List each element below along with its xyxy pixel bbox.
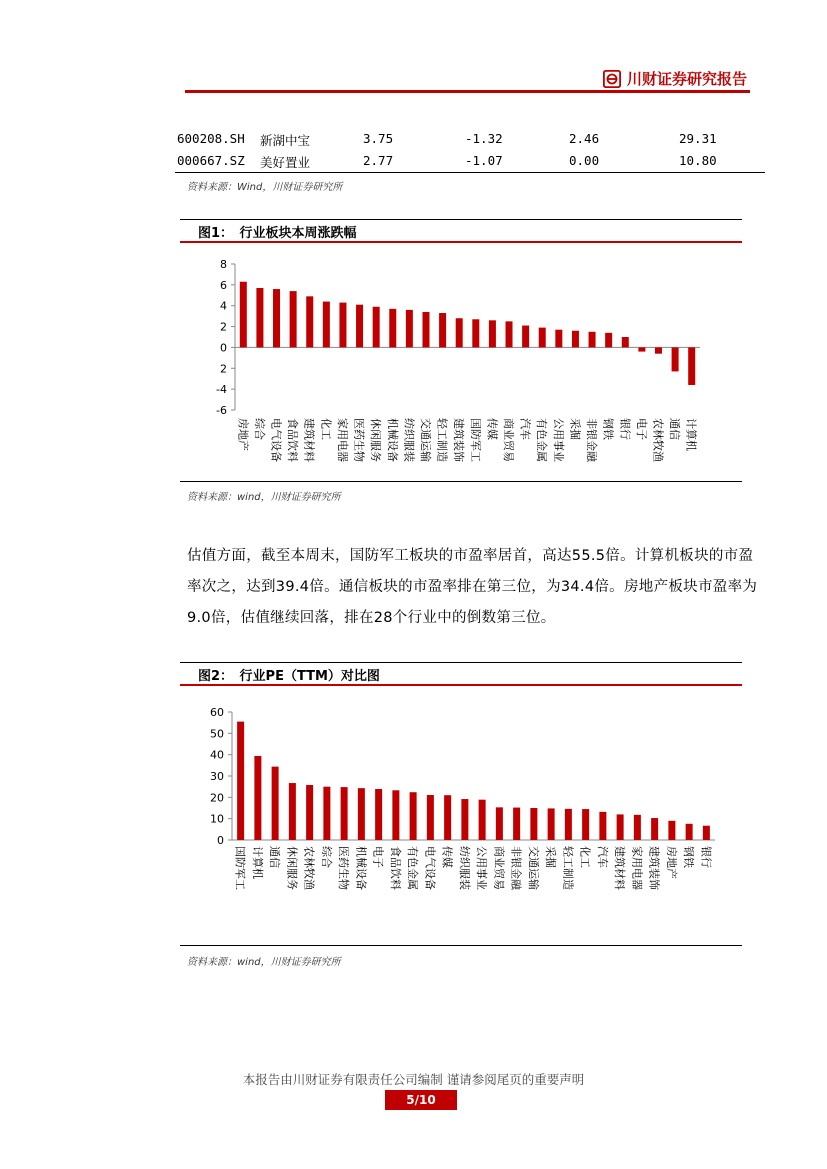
x-tick-label: 银行 — [699, 846, 713, 868]
x-tick-label: 交通运输 — [418, 418, 432, 462]
cell-value: 2.46 — [569, 131, 600, 146]
bar — [456, 318, 463, 347]
bar — [472, 319, 479, 347]
x-tick-label: 汽车 — [595, 846, 609, 868]
y-tick-label: 60 — [210, 706, 224, 719]
body-paragraph: 估值方面，截至本周末，国防军工板块的市盈率居首，高达55.5倍。计算机板块的市盈率次之，达到39.4倍。通信板块的市盈率排在第三位，为34.4倍。房地产板块市盈率为9.0倍，估值继续回落，排在28个行业中的倒数第三位。 — [187, 548, 758, 626]
bar — [599, 812, 606, 840]
x-tick-label: 国防军工 — [233, 846, 247, 890]
x-tick-label: 综合 — [319, 846, 333, 868]
y-tick-label: 10 — [210, 812, 224, 826]
x-tick-label: 建筑装饰 — [452, 418, 466, 462]
bar — [254, 756, 261, 840]
bar — [617, 814, 624, 840]
x-tick-label: 通信 — [268, 846, 282, 868]
x-tick-label: 房地产 — [664, 846, 678, 879]
bar — [392, 790, 399, 840]
x-tick-label: 休闲服务 — [285, 846, 299, 890]
bar — [439, 313, 446, 347]
bar — [289, 783, 296, 840]
cell-value: 10.80 — [679, 153, 717, 168]
table-row — [175, 150, 765, 172]
figure1-title: 图1： 行业板块本周涨跌幅 — [198, 226, 357, 241]
x-tick-label: 机械设备 — [385, 418, 399, 462]
bar — [548, 808, 555, 840]
bar — [555, 330, 562, 348]
bar — [668, 821, 675, 840]
x-tick-label: 非银金融 — [509, 846, 523, 890]
bar — [461, 799, 468, 840]
x-tick-label: 电子 — [371, 846, 385, 868]
x-tick-label: 通信 — [668, 418, 682, 440]
bar — [256, 288, 263, 347]
x-tick-label: 轻工制造 — [561, 846, 575, 890]
figure2-bottom-rule — [180, 945, 742, 946]
cell-value: 2.77 — [363, 153, 394, 168]
bar — [373, 307, 380, 348]
y-tick-label: 50 — [210, 727, 224, 741]
figure1-source: 资料来源：wind，川财证券研究所 — [187, 492, 341, 503]
bar — [306, 785, 313, 840]
figure2-chart — [180, 700, 742, 940]
bar — [237, 722, 244, 840]
bar — [589, 332, 596, 348]
bar — [686, 824, 693, 840]
y-tick-label: 2 — [220, 320, 227, 334]
brand-name: 川财证券研究报告 — [626, 70, 747, 88]
bar — [358, 788, 365, 840]
x-tick-label: 建筑材料 — [613, 846, 627, 890]
figure1-title-rule — [180, 241, 742, 243]
x-tick-label: 化工 — [319, 418, 333, 440]
x-tick-label: 电子 — [634, 418, 648, 440]
y-tick-label: 2 — [220, 362, 227, 376]
y-tick-label: 0 — [217, 834, 224, 847]
bar — [290, 291, 297, 347]
x-tick-label: 机械设备 — [354, 846, 368, 890]
bar — [655, 347, 662, 353]
x-tick-label: 纺织服装 — [457, 846, 471, 890]
x-tick-label: 食品饮料 — [286, 418, 300, 462]
header-rule — [185, 90, 750, 93]
x-tick-label: 计算机 — [684, 418, 698, 451]
x-tick-label: 交通运输 — [526, 846, 540, 890]
x-tick-label: 传媒 — [440, 846, 454, 868]
bar — [444, 795, 451, 840]
bar — [427, 795, 434, 840]
x-tick-label: 医药生物 — [352, 418, 366, 462]
figure2-top-rule — [180, 662, 742, 663]
stock-name: 新湖中宝 — [260, 133, 311, 148]
x-tick-label: 银行 — [618, 418, 632, 440]
y-tick-label: 20 — [210, 791, 224, 805]
bar — [273, 289, 280, 347]
x-tick-label: 纺织服装 — [402, 418, 416, 462]
footer-disclaimer: 本报告由川财证券有限责任公司编制 谨请参阅尾页的重要声明 — [242, 1072, 585, 1087]
x-tick-label: 钢铁 — [682, 846, 696, 868]
x-tick-label: 有色金属 — [535, 418, 549, 462]
bar — [530, 808, 537, 840]
bar — [506, 321, 513, 347]
y-tick-label: 40 — [210, 748, 224, 762]
x-tick-label: 建筑材料 — [302, 418, 316, 462]
x-tick-label: 农林牧渔 — [651, 418, 665, 462]
x-tick-label: 非银金融 — [585, 418, 599, 462]
bar — [565, 809, 572, 840]
bar — [489, 320, 496, 347]
bar — [479, 800, 486, 840]
page-number: 5/10 — [385, 1090, 457, 1110]
y-tick-label: 8 — [220, 258, 227, 271]
x-tick-label: 商业贸易 — [492, 846, 506, 890]
table-row — [175, 128, 765, 150]
brand-header — [603, 68, 747, 89]
bar — [688, 347, 695, 385]
x-tick-label: 食品饮料 — [388, 846, 402, 890]
bar — [651, 818, 658, 840]
bar — [410, 792, 417, 840]
y-tick-label: -6 — [216, 404, 227, 417]
bar — [572, 331, 579, 348]
x-tick-label: 轻工制造 — [435, 418, 449, 462]
chuancai-logo-icon — [603, 70, 621, 88]
x-tick-label: 公用事业 — [551, 418, 565, 462]
x-tick-label: 计算机 — [250, 846, 264, 879]
x-tick-label: 房地产 — [236, 418, 250, 451]
bar — [522, 326, 529, 348]
figure1-top-rule — [180, 219, 742, 220]
bar — [513, 808, 520, 840]
y-tick-label: 30 — [210, 770, 224, 783]
x-tick-label: 农林牧渔 — [302, 846, 316, 890]
bar — [605, 333, 612, 348]
y-tick-label: 0 — [220, 341, 227, 355]
x-tick-label: 国防军工 — [468, 418, 482, 462]
x-tick-label: 化工 — [578, 846, 592, 868]
bar — [422, 312, 429, 347]
bar — [272, 767, 279, 840]
bar — [406, 310, 413, 348]
x-tick-label: 采掘 — [544, 846, 558, 868]
x-tick-label: 公用事业 — [475, 846, 489, 890]
bar — [323, 787, 330, 840]
bar — [672, 347, 679, 371]
bar — [356, 305, 363, 348]
bar — [582, 809, 589, 840]
stock-code: 600208.SH — [177, 131, 245, 146]
x-tick-label: 建筑装饰 — [647, 846, 661, 890]
cell-value: -1.07 — [465, 153, 503, 168]
bar — [306, 296, 313, 347]
x-tick-label: 传媒 — [485, 418, 499, 440]
y-tick-label: 6 — [220, 278, 227, 292]
x-tick-label: 商业贸易 — [502, 418, 516, 462]
cell-value: 0.00 — [569, 153, 600, 168]
figure2-title-rule — [180, 684, 742, 686]
bar — [375, 789, 382, 840]
stock-code: 000667.SZ — [177, 153, 245, 168]
x-tick-label: 有色金属 — [406, 846, 420, 890]
bar — [341, 787, 348, 840]
bar — [240, 282, 247, 348]
y-tick-label: -4 — [216, 383, 227, 397]
figure1-bottom-rule — [180, 481, 742, 482]
bar — [496, 807, 503, 840]
bar — [638, 347, 645, 351]
table-source: 资料来源：Wind，川财证券研究所 — [187, 182, 343, 193]
x-tick-label: 采掘 — [568, 418, 582, 440]
table-bottom-rule — [175, 172, 765, 173]
figure1-chart — [180, 250, 742, 480]
x-tick-label: 综合 — [252, 418, 266, 440]
x-tick-label: 汽车 — [518, 418, 532, 440]
x-tick-label: 电气设备 — [423, 846, 437, 890]
x-tick-label: 休闲服务 — [369, 418, 383, 462]
stock-name: 美好置业 — [260, 155, 311, 170]
bar — [634, 815, 641, 840]
bar — [703, 826, 710, 840]
cell-value: 29.31 — [679, 131, 717, 146]
bar — [339, 303, 346, 348]
figure2-source: 资料来源：wind，川财证券研究所 — [187, 957, 341, 968]
x-tick-label: 家用电器 — [630, 846, 644, 890]
bar — [323, 302, 330, 348]
bar — [622, 337, 629, 347]
x-tick-label: 电气设备 — [269, 418, 283, 462]
cell-value: -1.32 — [465, 131, 503, 146]
bar — [389, 309, 396, 348]
x-tick-label: 医药生物 — [337, 846, 351, 890]
bar — [539, 328, 546, 348]
figure2-title: 图2： 行业PE（TTM）对比图 — [198, 669, 380, 684]
x-tick-label: 家用电器 — [335, 418, 349, 462]
x-tick-label: 钢铁 — [601, 418, 615, 440]
y-tick-label: 4 — [220, 299, 227, 313]
cell-value: 3.75 — [363, 131, 394, 146]
